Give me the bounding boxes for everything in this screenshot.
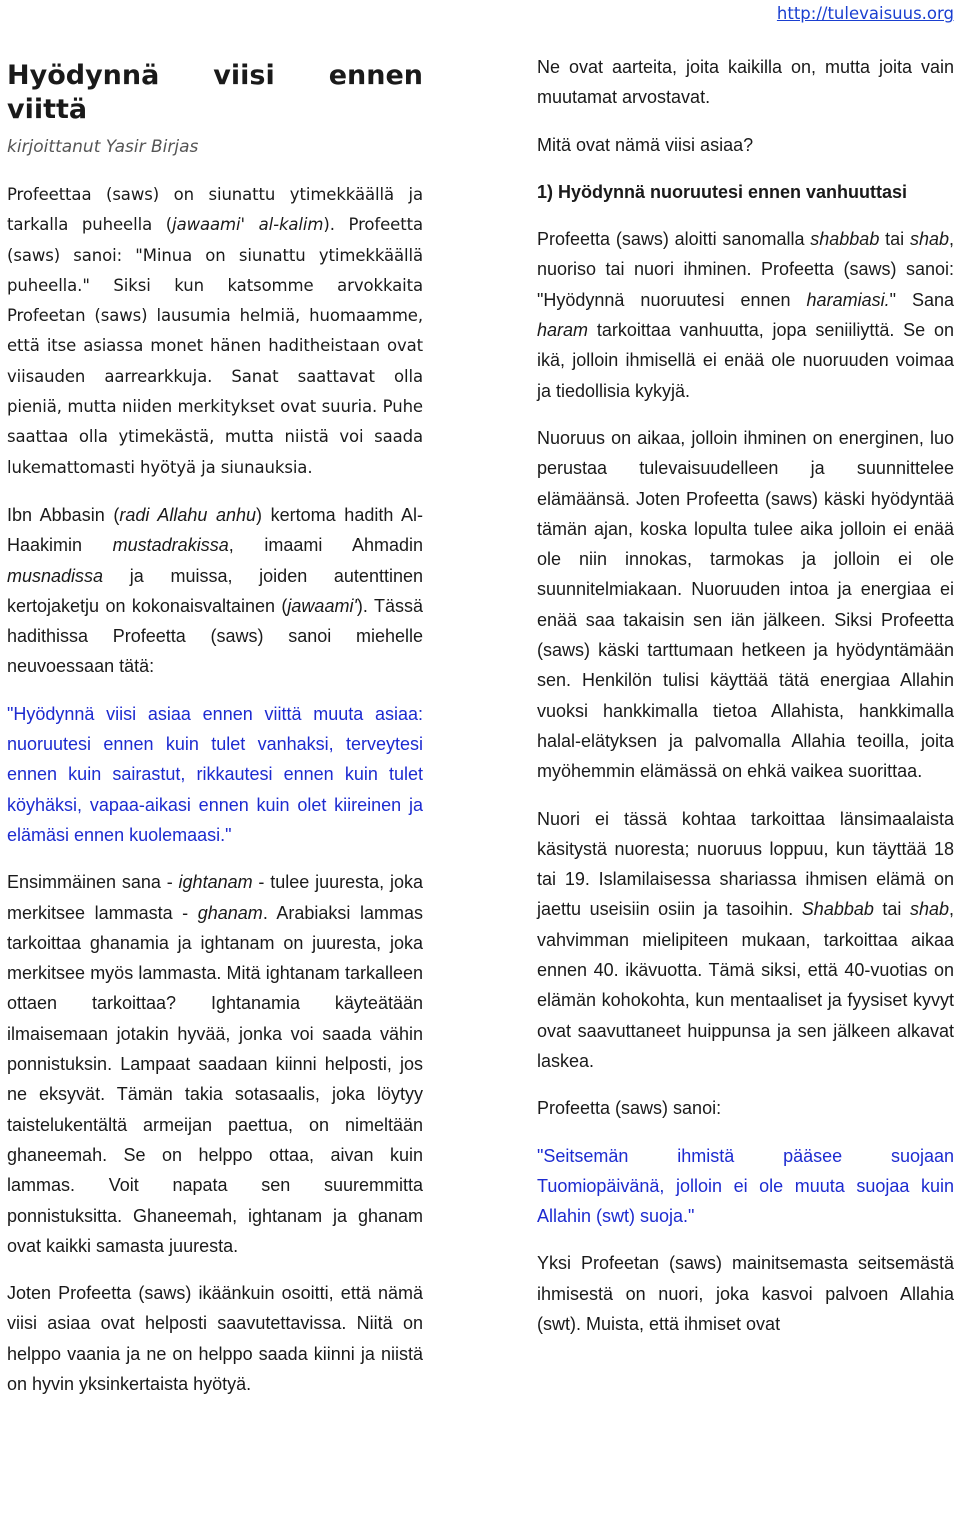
- section-heading-youth: 1) Hyödynnä nuoruutesi ennen vanhuuttasi: [537, 181, 908, 202]
- italic-term: radi Allahu anhu: [119, 504, 257, 525]
- text-span: ja muissa, joiden autenttinen kertojaketju on kokonaisvaltainen (: [7, 565, 423, 616]
- text-span: , nuoriso tai nuori ihminen.: [537, 229, 954, 280]
- paragraph-question: Mitä ovat nämä viisi asiaa?: [537, 134, 754, 155]
- paragraph-youth-definition: [537, 804, 954, 1077]
- italic-term: jawaami' al-kalim: [172, 215, 324, 235]
- text-span: Nuori ei tässä kohtaa tarkoittaa länsimaalaista käsitystä nuoresta; nuoruus loppuu, kun täyttää 18 tai 19. Islamilaisessa shariassa ihmisen elämä on jaettu useisiin osiin ja tasoihin.: [537, 808, 954, 920]
- paragraph-treasures: Ne ovat aarteita, joita kaikilla on, mutta joita vain muutamat arvostavat.: [537, 57, 954, 108]
- hadith-quote: "Hyödynnä viisi asiaa ennen viittä muuta asiaa: nuoruutesi ennen kuin tulet vanhaksi, terveytesi ennen kuin sairastut, rikkautesi ennen kuin tulet köyhäksi, vapaa-aikasi ennen kuin olet kiireinen ja elämäsi ennen kuolemaasi.": [7, 703, 423, 845]
- italic-term: shabbab: [810, 229, 880, 250]
- paragraph-youth-energy: Nuoruus on aikaa, jolloin ihminen on energinen, luo perustaa tulevaisuudelleen ja suunnittelee elämäänsä. Joten Profeetta (saws) käski hyödyntää tämän ajan, koska lopulta tulee aika jolloin ei enää ole niin innokas, tarmokas ja jolloin ei ole suunnitelmiakaan. Nuoruuden intoa ja energiaa ei enää saa takaisin sen iän jälkeen. Siksi Profeetta (saws) käski tarttumaan hetkeen ja hyödyntämään sen. Henkilön tulisi käyttää tätä energiaa Allahin vuoksi hankkimalla tietoa Allahista, hankkimalla halal-elätyksen ja palvomalla Allahia teoilla, joita myöhemmin elämässä on ehkä vaikea suorittaa.: [537, 427, 954, 782]
- paragraph-ibn-abbas: [7, 500, 423, 682]
- text-span: Se on ikä, jolloin ihmisellä ei enää ole nuoruuden voimaa ja tiedollisia kykyjä.: [537, 320, 954, 401]
- text-span: Profeetta (saws) sanoi: "Hyödynnä nuoruutesi ennen: [537, 259, 954, 310]
- text-span: - tulee juuresta, joka merkitsee lammasta -: [7, 872, 423, 923]
- text-span: " Sana: [889, 289, 954, 310]
- article-title: Hyödynnä viisi ennen viittä: [7, 60, 423, 125]
- text-span: , imaami Ahmadin: [228, 535, 424, 556]
- italic-term: ightanam: [178, 872, 253, 893]
- paragraph-prophet-said: Profeetta (saws) sanoi:: [537, 1098, 722, 1119]
- text-span: tai: [873, 899, 910, 920]
- italic-term: ghanam: [197, 902, 263, 923]
- italic-term: haram: [537, 320, 589, 341]
- right-column: [537, 52, 954, 1339]
- hadith-quote-seven: "Seitsemän ihmistä pääsee suojaan Tuomiopäivänä, jolloin ei ole muuta suojaa kuin Allahin (swt) suoja.": [537, 1145, 954, 1227]
- text-span: Puhe saattaa olla ytimekästä, mutta niistä voi saada lukemattomasti hyötyä ja siunauksia.: [7, 397, 423, 477]
- italic-term: shab: [909, 229, 949, 250]
- left-column: [7, 0, 423, 1399]
- paragraph-shabbab: [537, 224, 954, 406]
- paragraph-ightanam: [7, 867, 423, 1261]
- italic-term: musnadissa: [7, 565, 104, 586]
- article-author: kirjoittanut Yasir Birjas: [7, 137, 199, 157]
- italic-term: mustadrakissa: [112, 535, 229, 556]
- text-span: Profeetta (saws) aloitti sanomalla: [537, 229, 811, 250]
- text-span: ). Profeetta (saws) sanoi: "Minua on siunattu ytimekkäällä puheella." Siksi kun katsomme arvokkaita Profeetan (saws) lausumia helmiä, huomaamme, että itse asiassa monet hänen haditheistaan ovat viisauden aarrearkkuja. Sanat saattavat olla pieniä, mutta niiden merkitykset ovat suuria.: [7, 215, 423, 417]
- italic-term: shab: [909, 899, 949, 920]
- text-span: Ensimmäinen sana -: [7, 872, 179, 893]
- paragraph-seven-people: Yksi Profeetan (saws) mainitsemasta seitsemästä ihmisestä on nuori, joka kasvoi palvoen Allahia (swt). Muista, että ihmiset ovat: [537, 1253, 954, 1334]
- paragraph-conclusion: Joten Profeetta (saws) ikäänkuin osoitti, että nämä viisi asiaa ovat helposti saavutettavissa. Niitä on helppo vaania ja ne on helppo saada kiinni ja niistä on hyvin yksinkertaista hyötyä.: [7, 1283, 423, 1394]
- text-span: ). Tässä hadithissa Profeetta (saws) sanoi miehelle neuvoessaan tätä:: [7, 595, 423, 677]
- text-span: . Arabiaksi lammas tarkoittaa ghanamia ja ightanam on juuresta, joka merkitsee myös lammasta. Mitä ightanam tarkalleen ottaen tarkoittaa? Ightanamia käyteätään ilmaisemaan jotakin hyvää, jonka voi saada vähin ponnistuksin. Lampaat saadaan kiinni helposti, jos ne eksyvät. Tämän takia sotasaalis, joka löytyy taistelukentältä armeijan paettua, on nimeltään ghaneemah. Se on helppo ottaa, aivan kuin lammas. Voit napata sen suuremmitta ponnistuksitta. Ghaneemah, ightanam ja ghanam ovat kaikki samasta juuresta.: [7, 902, 423, 1256]
- text-span: Ibn Abbasin (: [7, 504, 120, 525]
- text-span: Profeettaa (saws) on siunattu ytimekkäällä ja tarkalla puheella (: [7, 185, 423, 235]
- text-span: ) kertoma hadith Al-Haakimin: [7, 504, 423, 556]
- italic-term: Shabbab: [801, 899, 874, 920]
- italic-term: haramiasi.: [806, 289, 890, 310]
- paragraph-intro: [7, 180, 423, 483]
- text-span: tarkoittaa vanhuutta, jopa seniiliyttä.: [588, 320, 895, 341]
- site-url-link[interactable]: http://tulevaisuus.org: [776, 4, 954, 23]
- text-span: , vahvimman mielipiteen mukaan, tarkoittaa aikaa ennen 40. ikävuotta. Tämä siksi, että 40-vuotias on elämän kohokohta, kun mentaaliset ja fyysiset kyvyt ovat saavuttaneet huippunsa ja sen jälkeen alkavat laskea.: [537, 899, 955, 1071]
- text-span: tai: [879, 229, 910, 250]
- italic-term: jawaami': [287, 595, 357, 616]
